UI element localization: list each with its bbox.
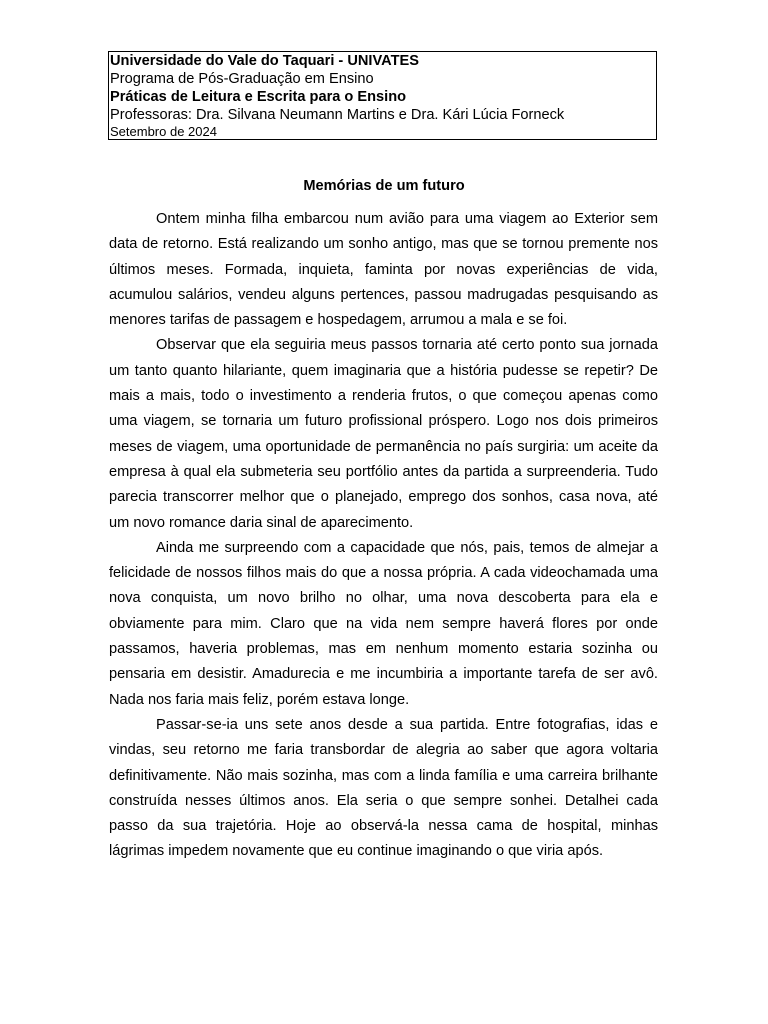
document-title: Memórias de um futuro — [303, 178, 465, 194]
program-name: Programa de Pós-Graduação em Ensino — [110, 71, 374, 87]
university-name: Universidade do Vale do Taquari - UNIVATES — [110, 53, 419, 69]
paragraph-4: Passar-se-ia uns sete anos desde a sua partida. Entre fotografias, idas e vindas, seu retorno me faria transbordar de alegria ao saber que agora voltaria definitivamente. Não mais sozinha, mas com a linda família e uma carreira brilhante construída nesses últimos anos. Ela seria o que sempre sonhei. Detalhei cada passo da sua trajetória. Hoje ao observá-la nessa cama de hospital, minhas lágrimas impedem novamente que eu continue imaginando o que viria após. — [109, 716, 658, 860]
course-name: Práticas de Leitura e Escrita para o Ensino — [110, 89, 407, 105]
header-box — [108, 51, 657, 140]
professors-line: Professoras: Dra. Silvana Neumann Martins e Dra. Kári Lúcia Forneck — [110, 107, 565, 123]
paragraph-3: Ainda me surpreendo com a capacidade que nós, pais, temos de almejar a felicidade de nossos filhos mais do que a nossa própria. A cada videochamada uma nova conquista, um novo brilho no olhar, uma nova descoberta para ela e obviamente para mim. Claro que na vida nem sempre haverá flores por onde passamos, haveria problemas, mas em nenhum momento estaria sozinha ou pensaria em desistir. Amadurecia e me incumbiria a importante tarefa de ser avô. Nada nos faria mais feliz, porém estava longe. — [109, 539, 658, 708]
date-line: Setembro de 2024 — [110, 124, 217, 139]
document-body — [109, 207, 658, 865]
paragraph-2: Observar que ela seguiria meus passos tornaria até certo ponto sua jornada um tanto quanto hilariante, quem imaginaria que a história pudesse se repetir? De mais a mais, todo o investimento a renderia frutos, o que começou apenas como uma viagem, se tornaria um futuro profissional próspero. Logo nos dois primeiros meses de viagem, uma oportunidade de permanência no país surgiria: um aceite da empresa à qual ela submeteria seu portfólio antes da partida a surpreenderia. Tudo parecia transcorrer melhor que o planejado, emprego dos sonhos, casa nova, até um novo romance daria sinal de aparecimento. — [109, 337, 658, 531]
paragraph-1: Ontem minha filha embarcou num avião para uma viagem ao Exterior sem data de retorno. Está realizando um sonho antigo, mas que se tornou premente nos últimos meses. Formada, inquieta, faminta por novas experiências de vida, acumulou salários, vendeu alguns pertences, passou madrugadas pesquisando as menores tarifas de passagem e hospedagem, arrumou a mala e se foi. — [109, 211, 658, 329]
